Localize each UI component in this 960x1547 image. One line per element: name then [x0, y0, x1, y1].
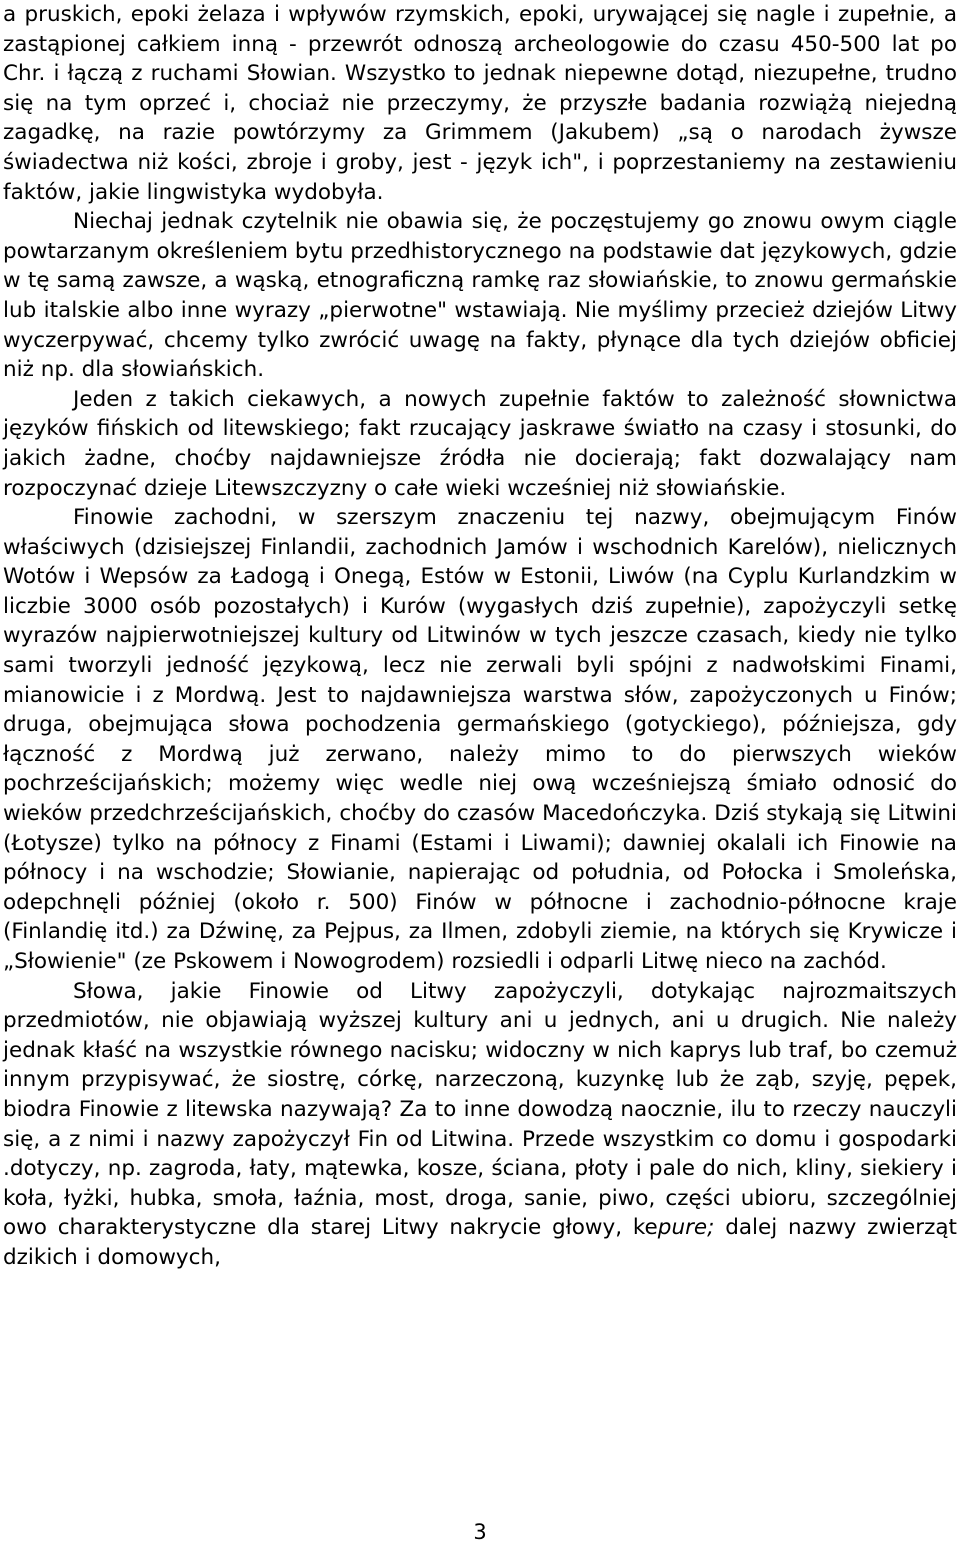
paragraph-4: Finowie zachodni, w szerszym znaczeniu tej nazwy, obejmującym Finów właściwych (dzisiejszej Finlandii, zachodnich Jamów i wschodnich Karelów), nielicznych Wotów i Wepsów za Ładogą i Onegą, Estów w Estonii, Liwów (na Cyplu Kurlandzkim w liczbie 3000 osób pozostałych) i Kurów (wygasłych dziś zupełnie), zapożyczyli setkę wyrazów najpierwotniejszej kultury od Litwinów w tych jeszcze czasach, kiedy nie tylko sami tworzyli jedność językową, lecz nie zerwali byli spójni z nadwołskimi Finami, mianowicie i z Mordwą. Jest to najdawniejsza warstwa słów, zapożyczonych u Finów; druga, obejmująca słowa pochodzenia germańskiego (gotyckiego), późniejsza, gdy łączność z Mordwą już zerwano, należy mimo to do pierwszych wieków pochrześcijańskich; możemy więc wedle niej ową wcześniejszą śmiało odnosić do wieków przedchrześcijańskich, choćby do czasów Macedończyka. Dziś stykają się Litwini (Łotysze) tylko na północy z Finami (Estami i Liwami); dawniej okalali ich Finowie na północy i na wschodzie; Słowianie, napierając od południa, od Połocka i Smoleńska, odepchnęli później (około r. 500) Finów w północne i zachodnio-północne kraje (Finlandię itd.) za Dźwinę, za Pejpus, za Ilmen, zdobyli ziemie, na których się Krywicze i „Słowienie" (ze Pskowem i Nowogrodem) rozsiedli i odparli Litwę nieco na zachód.: [3, 505, 957, 974]
paragraph-5-text-after: dalej nazwy zwierząt dzikich i domowych,: [3, 1215, 957, 1270]
paragraph-5-text: Słowa, jakie Finowie od Litwy zapożyczyli, dotykając najrozmaitszych przedmiotów, nie objawiają wyższej kultury ani u jednych, ani u drugich. Nie należy jednak kłaść na wszystkie równego nacisku; widoczny w nich kaprys lub traf, bo czemuż innym przypisywać, że siostrę, córkę, narzeczoną, kuzynkę lub że ząb, szyję, pępek, biodra Finowie z litewska nazywają? Za to inne dowodzą naocznie, ilu to rzeczy nauczyli się, a z nimi i nazwy zapożyczył Fin od Litwina. Przede wszystkim co domu i gospodarki .dotyczy, np. zagroda, łaty, mątewka, kosze, ściana, płoty i pale do nich, kliny, siekiery i koła, łyżki, hubka, smoła, łaźnia, most, droga, sanie, piwo, części ubioru, szczególniej owo charakterystyczne dla starej Litwy nakrycie głowy, ke: [3, 978, 957, 1241]
paragraph-3: Jeden z takich ciekawych, a nowych zupełnie faktów to zależność słownictwa języków fińskich od litewskiego; fakt rzucający jaskrawe światło na czasy i stosunki, do jakich żadne, choćby najdawniejsze źródła nie docierają; fakt dozwalający nam rozpoczynać dzieje Litewszczyzny o całe wieki wcześniej niż słowiańskie.: [3, 386, 957, 501]
page-number: 3: [473, 1520, 487, 1544]
paragraph-2: Niechaj jednak czytelnik nie obawia się, że poczęstujemy go znowu owym ciągle powtarzanym określeniem bytu przedhistorycznego na podstawie dat językowych, gdzie w tę samą zawsze, a wąską, etnograficzną ramkę raz słowiańskie, to znowu germańskie lub italskie albo inne wyrazy „pierwotne" wstawiają. Nie myślimy przecież dziejów Litwy wyczerpywać, chcemy tylko zwrócić uwagę na fakty, płynące dla tych dziejów obficiej niż np. dla słowiańskich.: [3, 209, 957, 383]
paragraph-5: [3, 977, 957, 1273]
paragraph-5-italic: pure;: [657, 1215, 715, 1241]
paragraph-1: a pruskich, epoki żelaza i wpływów rzymskich, epoki, urywającej się nagle i zupełnie, a zastąpionej całkiem inną - przewrót odnoszą archeologowie do czasu 450-500 lat po Chr. i łączą z ruchami Słowian. Wszystko to jednak niepewne dotąd, niezupełne, trudno się na tym oprzeć i, chociaż nie przeczymy, że przyszłe badania rozwiążą niejedną zagadkę, na razie powtórzymy za Grimmem (Jakubem) „są o narodach żywsze świadectwa niż kości, zbroje i groby, jest - język ich", i poprzestaniemy na zestawieniu faktów, jakie lingwistyka wydobyła.: [3, 2, 957, 205]
